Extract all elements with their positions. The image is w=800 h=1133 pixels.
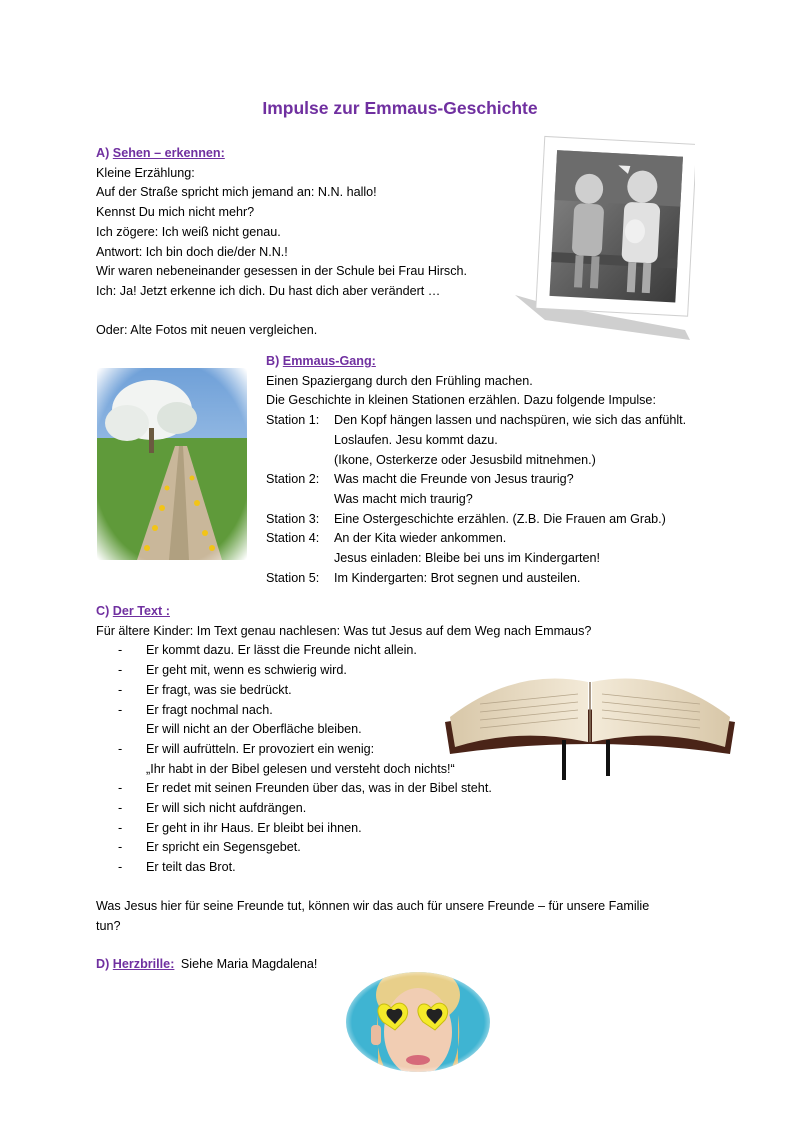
station-text: Was macht die Freunde von Jesus traurig? [334,472,574,487]
dash-marker: - [118,801,123,816]
station-list [266,411,736,588]
station-text: Loslaufen. Jesu kommt dazu. [334,432,498,447]
dash-marker: - [118,781,123,796]
dash-marker: - [118,840,123,855]
station-text: Im Kindergarten: Brot segnen und austeilen. [334,570,581,585]
station-line [266,411,736,431]
dash-marker: - [118,820,123,835]
bullet-line: Er fragt nochmal nach. [146,702,273,717]
station-label: Station 3: [266,511,320,526]
dash-marker: - [118,702,123,717]
dash-marker: - [118,663,123,678]
section-a-line: Kleine Erzählung: [96,165,195,180]
section-a-line: Wir waren nebeneinander gesessen in der Schule bei Frau Hirsch. [96,264,468,279]
section-a-line: Ich: Ja! Jetzt erkenne ich dich. Du hast dich aber verändert … [96,283,441,298]
station-line [266,451,736,471]
dash-marker: - [118,860,123,875]
section-a-lines [96,164,526,302]
station-line [266,510,736,530]
section-b-heading-text: Emmaus-Gang: [282,354,376,368]
station-label: Station 4: [266,531,320,546]
station-line [266,470,736,490]
station-text: Den Kopf hängen lassen und nachspüren, wie sich das anfühlt. [334,413,687,428]
section-a-heading: A) Sehen – erkennen: [96,146,225,160]
bullet-item [118,779,716,799]
station-label: Station 5: [266,570,320,585]
dash-marker: - [118,643,123,658]
section-c-heading-text: Der Text : [112,604,170,618]
section-a-line: Kennst Du mich nicht mehr? [96,205,255,220]
bullet-item [118,858,716,878]
bullet-line: Er geht in ihr Haus. Er bleibt bei ihnen. [146,820,362,835]
station-text: Eine Ostergeschichte erzählen. (Z.B. Die Frauen am Grab.) [334,511,666,526]
section-a-line: Ich zögere: Ich weiß nicht genau. [96,224,281,239]
station-line [266,549,736,569]
bullet-line: Er kommt dazu. Er lässt die Freunde nicht allein. [146,643,417,658]
section-c-closing-line: Was Jesus hier für seine Freunde tut, können wir das auch für unsere Freunde – für unsere Familie [96,898,650,913]
page-title: Impulse zur Emmaus-Geschichte [262,98,538,118]
bullet-line: Er will nicht an der Oberfläche bleiben. [146,722,362,737]
bullet-line: Er will aufrütteln. Er provoziert ein wenig: [146,741,375,756]
section-a-line: Antwort: Ich bin doch die/der N.N.! [96,244,288,259]
bullet-line: „Ihr habt in der Bibel gelesen und versteht doch nichts!“ [146,761,455,776]
section-b [266,352,736,588]
section-b-intro-line: Die Geschichte in kleinen Stationen erzählen. Dazu folgende Impulse: [266,393,656,408]
section-d-text: Siehe Maria Magdalena! [180,957,318,971]
station-item [266,529,736,568]
section-a [96,144,526,340]
station-line [266,431,736,451]
station-text: Jesus einladen: Bleibe bei uns im Kindergarten! [334,551,601,566]
station-item [266,470,736,509]
bullet-item [118,838,716,858]
section-a-line: Auf der Straße spricht mich jemand an: N.N. hallo! [96,185,377,200]
station-text: An der Kita wieder ankommen. [334,531,507,546]
bullet-line: Er geht mit, wenn es schwierig wird. [146,663,347,678]
station-label: Station 1: [266,413,320,428]
bible-image [440,642,740,782]
station-label: Station 2: [266,472,320,487]
section-b-heading: B) Emmaus-Gang: [266,354,376,368]
station-text: Was macht mich traurig? [334,491,473,506]
station-item [266,569,736,589]
bullet-line: Er spricht ein Segensgebet. [146,840,301,855]
bullet-item [118,819,716,839]
station-line [266,529,736,549]
section-c-intro: Für ältere Kinder: Im Text genau nachlesen: Was tut Jesus auf dem Weg nach Emmaus? [96,623,592,638]
section-a-extra: Oder: Alte Fotos mit neuen vergleichen. [96,322,318,337]
station-text: (Ikone, Osterkerze oder Jesusbild mitnehmen.) [334,452,596,467]
section-c-heading: C) Der Text : [96,604,170,618]
spring-path-image [97,368,247,560]
bullet-line: Er fragt, was sie bedrückt. [146,682,292,697]
bullet-line: Er will sich nicht aufdrängen. [146,801,307,816]
station-line [266,569,736,589]
section-b-intro-line: Einen Spaziergang durch den Frühling machen. [266,373,533,388]
section-d-heading-text: Herzbrille: [112,957,175,971]
dash-marker: - [118,682,123,697]
section-c-closing-line: tun? [96,918,121,933]
section-b-intro [266,372,736,411]
bullet-item [118,799,716,819]
dash-marker: - [118,741,123,756]
section-a-heading-text: Sehen – erkennen: [112,146,225,160]
station-item [266,510,736,530]
section-d-heading: D) Herzbrille: Siehe Maria Magdalena! [96,957,318,971]
bullet-line: Er redet mit seinen Freunden über das, was in der Bibel steht. [146,781,492,796]
bullet-line: Er teilt das Brot. [146,860,236,875]
old-photo-image [515,135,695,345]
station-line [266,490,736,510]
section-c-closing [96,897,716,936]
station-item [266,411,736,470]
heart-glasses-image [343,970,493,1074]
